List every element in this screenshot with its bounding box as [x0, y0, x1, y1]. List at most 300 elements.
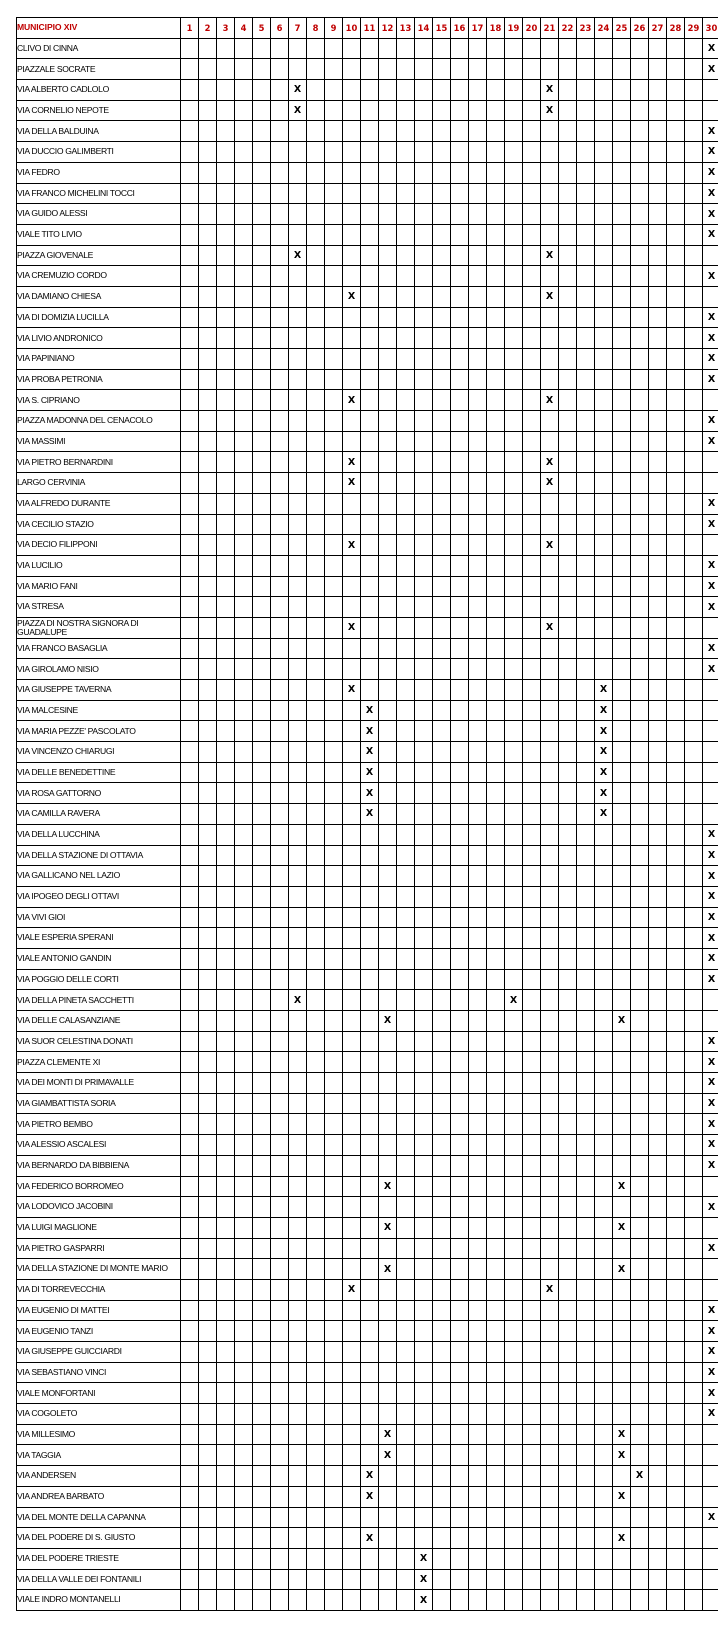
empty-cell	[397, 59, 415, 80]
empty-cell	[451, 1155, 469, 1176]
schedule-mark: X	[379, 1424, 397, 1445]
schedule-mark: X	[613, 1528, 631, 1549]
empty-cell	[559, 1342, 577, 1363]
empty-cell	[235, 1342, 253, 1363]
schedule-mark: X	[595, 700, 613, 721]
empty-cell	[181, 431, 199, 452]
empty-cell	[415, 411, 433, 432]
empty-cell	[235, 452, 253, 473]
empty-cell	[685, 100, 703, 121]
empty-cell	[577, 1486, 595, 1507]
empty-cell	[343, 576, 361, 597]
empty-cell	[577, 969, 595, 990]
empty-cell	[253, 700, 271, 721]
empty-cell	[271, 1507, 289, 1528]
empty-cell	[541, 121, 559, 142]
empty-cell	[325, 493, 343, 514]
empty-cell	[451, 1114, 469, 1135]
empty-cell	[325, 1279, 343, 1300]
empty-cell	[289, 969, 307, 990]
empty-cell	[631, 907, 649, 928]
empty-cell	[685, 742, 703, 763]
empty-cell	[451, 349, 469, 370]
empty-cell	[379, 928, 397, 949]
empty-cell	[667, 431, 685, 452]
empty-cell	[541, 1238, 559, 1259]
empty-cell	[469, 845, 487, 866]
empty-cell	[487, 1197, 505, 1218]
empty-cell	[523, 1135, 541, 1156]
empty-cell	[559, 1486, 577, 1507]
empty-cell	[667, 1031, 685, 1052]
empty-cell	[217, 1052, 235, 1073]
empty-cell	[415, 349, 433, 370]
street-name: LARGO CERVINIA	[17, 473, 181, 494]
empty-cell	[415, 762, 433, 783]
empty-cell	[613, 349, 631, 370]
empty-cell	[361, 555, 379, 576]
empty-cell	[469, 555, 487, 576]
schedule-mark: X	[703, 266, 718, 287]
empty-cell	[271, 1114, 289, 1135]
empty-cell	[361, 680, 379, 701]
empty-cell	[577, 928, 595, 949]
empty-cell	[181, 1486, 199, 1507]
empty-cell	[577, 845, 595, 866]
table-row	[17, 1321, 718, 1342]
empty-cell	[487, 969, 505, 990]
empty-cell	[379, 452, 397, 473]
empty-cell	[289, 493, 307, 514]
empty-cell	[379, 700, 397, 721]
schedule-mark: X	[703, 1300, 718, 1321]
empty-cell	[523, 1176, 541, 1197]
empty-cell	[613, 866, 631, 887]
empty-cell	[307, 990, 325, 1011]
empty-cell	[667, 59, 685, 80]
empty-cell	[289, 1590, 307, 1611]
empty-cell	[235, 742, 253, 763]
empty-cell	[217, 700, 235, 721]
empty-cell	[487, 328, 505, 349]
empty-cell	[217, 928, 235, 949]
empty-cell	[289, 307, 307, 328]
empty-cell	[253, 1383, 271, 1404]
empty-cell	[379, 555, 397, 576]
empty-cell	[559, 990, 577, 1011]
empty-cell	[505, 597, 523, 618]
empty-cell	[541, 1362, 559, 1383]
empty-cell	[649, 431, 667, 452]
schedule-mark: X	[541, 452, 559, 473]
empty-cell	[469, 1445, 487, 1466]
empty-cell	[685, 493, 703, 514]
empty-cell	[613, 742, 631, 763]
empty-cell	[415, 80, 433, 101]
empty-cell	[181, 183, 199, 204]
empty-cell	[397, 597, 415, 618]
empty-cell	[379, 307, 397, 328]
schedule-mark: X	[703, 369, 718, 390]
empty-cell	[667, 721, 685, 742]
empty-cell	[505, 411, 523, 432]
empty-cell	[577, 59, 595, 80]
empty-cell	[505, 390, 523, 411]
empty-cell	[271, 1135, 289, 1156]
empty-cell	[487, 452, 505, 473]
empty-cell	[289, 1300, 307, 1321]
empty-cell	[451, 1176, 469, 1197]
empty-cell	[415, 555, 433, 576]
empty-cell	[595, 204, 613, 225]
empty-cell	[307, 1383, 325, 1404]
empty-cell	[631, 948, 649, 969]
empty-cell	[253, 1507, 271, 1528]
empty-cell	[271, 969, 289, 990]
empty-cell	[199, 369, 217, 390]
schedule-mark: X	[613, 1217, 631, 1238]
empty-cell	[523, 142, 541, 163]
empty-cell	[253, 452, 271, 473]
empty-cell	[415, 1135, 433, 1156]
empty-cell	[181, 1466, 199, 1487]
empty-cell	[271, 390, 289, 411]
schedule-mark: X	[703, 1135, 718, 1156]
empty-cell	[181, 1073, 199, 1094]
empty-cell	[397, 1424, 415, 1445]
empty-cell	[577, 307, 595, 328]
empty-cell	[685, 473, 703, 494]
empty-cell	[361, 845, 379, 866]
empty-cell	[181, 514, 199, 535]
empty-cell	[613, 721, 631, 742]
empty-cell	[487, 783, 505, 804]
schedule-mark: X	[703, 969, 718, 990]
empty-cell	[649, 990, 667, 1011]
empty-cell	[523, 1279, 541, 1300]
empty-cell	[487, 1590, 505, 1611]
empty-cell	[523, 1362, 541, 1383]
empty-cell	[343, 1528, 361, 1549]
table-row	[17, 700, 718, 721]
day-header-19: 19	[505, 18, 523, 39]
empty-cell	[181, 59, 199, 80]
empty-cell	[469, 1052, 487, 1073]
empty-cell	[289, 1507, 307, 1528]
empty-cell	[433, 1466, 451, 1487]
empty-cell	[289, 1445, 307, 1466]
empty-cell	[289, 1424, 307, 1445]
empty-cell	[523, 928, 541, 949]
empty-cell	[253, 1135, 271, 1156]
empty-cell	[235, 928, 253, 949]
day-header-20: 20	[523, 18, 541, 39]
empty-cell	[469, 886, 487, 907]
empty-cell	[451, 266, 469, 287]
empty-cell	[235, 1548, 253, 1569]
empty-cell	[343, 597, 361, 618]
empty-cell	[217, 1424, 235, 1445]
empty-cell	[307, 1404, 325, 1425]
empty-cell	[469, 1259, 487, 1280]
empty-cell	[667, 514, 685, 535]
schedule-mark: X	[361, 1466, 379, 1487]
empty-cell	[595, 100, 613, 121]
empty-cell	[613, 700, 631, 721]
empty-cell	[181, 369, 199, 390]
empty-cell	[199, 866, 217, 887]
empty-cell	[703, 535, 718, 556]
empty-cell	[649, 473, 667, 494]
empty-cell	[667, 183, 685, 204]
empty-cell	[451, 866, 469, 887]
empty-cell	[649, 411, 667, 432]
empty-cell	[451, 183, 469, 204]
empty-cell	[397, 1569, 415, 1590]
empty-cell	[235, 1011, 253, 1032]
empty-cell	[595, 142, 613, 163]
empty-cell	[577, 100, 595, 121]
empty-cell	[631, 721, 649, 742]
empty-cell	[667, 1073, 685, 1094]
empty-cell	[469, 783, 487, 804]
empty-cell	[703, 1528, 718, 1549]
empty-cell	[415, 100, 433, 121]
empty-cell	[235, 762, 253, 783]
empty-cell	[307, 576, 325, 597]
empty-cell	[487, 1362, 505, 1383]
empty-cell	[541, 990, 559, 1011]
empty-cell	[325, 617, 343, 638]
empty-cell	[415, 1197, 433, 1218]
empty-cell	[577, 1031, 595, 1052]
empty-cell	[703, 1569, 718, 1590]
empty-cell	[487, 369, 505, 390]
empty-cell	[217, 1114, 235, 1135]
empty-cell	[433, 948, 451, 969]
empty-cell	[487, 948, 505, 969]
empty-cell	[559, 286, 577, 307]
empty-cell	[523, 659, 541, 680]
table-row	[17, 473, 718, 494]
table-row	[17, 38, 718, 59]
empty-cell	[613, 928, 631, 949]
empty-cell	[307, 369, 325, 390]
schedule-mark: X	[541, 80, 559, 101]
empty-cell	[271, 1569, 289, 1590]
empty-cell	[595, 1507, 613, 1528]
empty-cell	[289, 638, 307, 659]
empty-cell	[325, 80, 343, 101]
table-row	[17, 617, 718, 638]
empty-cell	[343, 1569, 361, 1590]
empty-cell	[631, 59, 649, 80]
empty-cell	[307, 555, 325, 576]
empty-cell	[649, 493, 667, 514]
empty-cell	[181, 1507, 199, 1528]
empty-cell	[523, 1569, 541, 1590]
empty-cell	[523, 1259, 541, 1280]
empty-cell	[613, 845, 631, 866]
empty-cell	[649, 1135, 667, 1156]
empty-cell	[559, 1176, 577, 1197]
day-header-25: 25	[613, 18, 631, 39]
empty-cell	[379, 473, 397, 494]
empty-cell	[631, 1135, 649, 1156]
empty-cell	[271, 804, 289, 825]
empty-cell	[307, 617, 325, 638]
empty-cell	[559, 721, 577, 742]
empty-cell	[541, 514, 559, 535]
table-row	[17, 431, 718, 452]
schedule-mark: X	[595, 804, 613, 825]
empty-cell	[433, 555, 451, 576]
table-row	[17, 990, 718, 1011]
empty-cell	[577, 907, 595, 928]
empty-cell	[289, 742, 307, 763]
day-header-28: 28	[667, 18, 685, 39]
empty-cell	[343, 1197, 361, 1218]
empty-cell	[397, 1466, 415, 1487]
empty-cell	[631, 1486, 649, 1507]
empty-cell	[343, 1135, 361, 1156]
empty-cell	[199, 1424, 217, 1445]
empty-cell	[595, 349, 613, 370]
empty-cell	[595, 1466, 613, 1487]
empty-cell	[541, 183, 559, 204]
empty-cell	[217, 845, 235, 866]
empty-cell	[199, 1590, 217, 1611]
empty-cell	[649, 555, 667, 576]
empty-cell	[631, 245, 649, 266]
empty-cell	[559, 431, 577, 452]
empty-cell	[325, 1197, 343, 1218]
empty-cell	[253, 266, 271, 287]
empty-cell	[235, 700, 253, 721]
schedule-mark: X	[703, 1093, 718, 1114]
empty-cell	[667, 204, 685, 225]
empty-cell	[397, 948, 415, 969]
empty-cell	[703, 680, 718, 701]
empty-cell	[559, 473, 577, 494]
empty-cell	[325, 1176, 343, 1197]
empty-cell	[289, 617, 307, 638]
empty-cell	[523, 990, 541, 1011]
empty-cell	[541, 1528, 559, 1549]
empty-cell	[361, 1445, 379, 1466]
empty-cell	[433, 328, 451, 349]
empty-cell	[685, 1238, 703, 1259]
empty-cell	[415, 1176, 433, 1197]
empty-cell	[523, 431, 541, 452]
empty-cell	[595, 659, 613, 680]
empty-cell	[325, 1424, 343, 1445]
schedule-mark: X	[703, 907, 718, 928]
empty-cell	[397, 617, 415, 638]
empty-cell	[307, 80, 325, 101]
empty-cell	[325, 1135, 343, 1156]
empty-cell	[577, 555, 595, 576]
empty-cell	[181, 907, 199, 928]
empty-cell	[613, 473, 631, 494]
empty-cell	[361, 1197, 379, 1218]
empty-cell	[595, 555, 613, 576]
empty-cell	[595, 928, 613, 949]
empty-cell	[667, 700, 685, 721]
empty-cell	[505, 783, 523, 804]
schedule-mark: X	[613, 1176, 631, 1197]
empty-cell	[541, 1259, 559, 1280]
empty-cell	[631, 762, 649, 783]
empty-cell	[541, 783, 559, 804]
schedule-mark: X	[613, 1486, 631, 1507]
empty-cell	[667, 555, 685, 576]
empty-cell	[361, 1590, 379, 1611]
table-row	[17, 742, 718, 763]
empty-cell	[487, 845, 505, 866]
empty-cell	[577, 1321, 595, 1342]
empty-cell	[433, 1011, 451, 1032]
empty-cell	[667, 1548, 685, 1569]
empty-cell	[271, 742, 289, 763]
empty-cell	[613, 1342, 631, 1363]
empty-cell	[469, 162, 487, 183]
empty-cell	[631, 1073, 649, 1094]
empty-cell	[595, 990, 613, 1011]
empty-cell	[253, 473, 271, 494]
empty-cell	[631, 38, 649, 59]
empty-cell	[199, 1155, 217, 1176]
empty-cell	[613, 183, 631, 204]
empty-cell	[703, 1176, 718, 1197]
empty-cell	[577, 1135, 595, 1156]
empty-cell	[541, 266, 559, 287]
empty-cell	[181, 1093, 199, 1114]
empty-cell	[397, 1300, 415, 1321]
empty-cell	[577, 1238, 595, 1259]
empty-cell	[613, 969, 631, 990]
table-row	[17, 328, 718, 349]
empty-cell	[181, 1031, 199, 1052]
empty-cell	[523, 1300, 541, 1321]
empty-cell	[631, 1445, 649, 1466]
empty-cell	[361, 245, 379, 266]
empty-cell	[685, 1031, 703, 1052]
empty-cell	[415, 245, 433, 266]
empty-cell	[343, 721, 361, 742]
empty-cell	[199, 638, 217, 659]
table-row	[17, 390, 718, 411]
empty-cell	[559, 224, 577, 245]
empty-cell	[181, 1279, 199, 1300]
empty-cell	[595, 307, 613, 328]
empty-cell	[199, 162, 217, 183]
empty-cell	[307, 1300, 325, 1321]
table-row	[17, 1279, 718, 1300]
empty-cell	[325, 990, 343, 1011]
empty-cell	[631, 390, 649, 411]
empty-cell	[217, 948, 235, 969]
empty-cell	[199, 1114, 217, 1135]
empty-cell	[523, 59, 541, 80]
day-header-29: 29	[685, 18, 703, 39]
day-header-2: 2	[199, 18, 217, 39]
empty-cell	[235, 617, 253, 638]
table-row	[17, 597, 718, 618]
empty-cell	[181, 990, 199, 1011]
empty-cell	[199, 1031, 217, 1052]
empty-cell	[307, 1507, 325, 1528]
